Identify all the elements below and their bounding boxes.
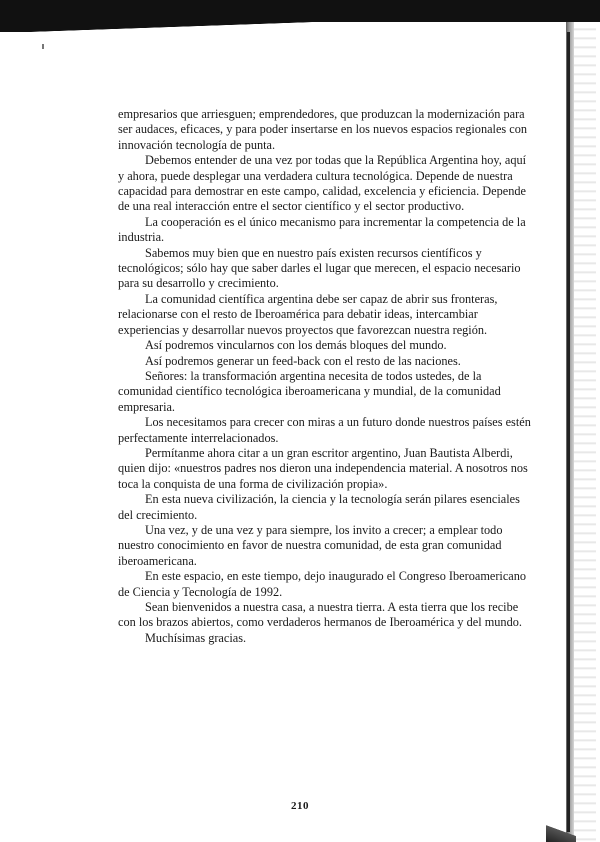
paragraph-8: Señores: la transformación argentina necesita de todos ustedes, de la comunidad científico tecnológica iberoamericana y mundial, de la comunidad empresaria.: [118, 368, 501, 414]
paragraph-2: Debemos entender de una vez por todas que la República Argentina hoy, aquí y ahora, puede desplegar una verdadera cultura tecnológica. Depende de nuestra capacidad para demostrar en este campo, calidad, excelencia y eficiencia. Depende de una real interacción entre el sector científico y el sector productivo.: [118, 153, 527, 214]
paragraph-3: La cooperación es el único mecanismo para incrementar la competencia de la industria.: [118, 214, 526, 245]
scan-right-edge-speckle: [574, 22, 596, 842]
paragraph-4: Sabemos muy bien que en nuestro país existen recursos científicos y tecnológicos; sólo hay que saber darles el lugar que merecen, el espacio necesario para su desarrollo y crecimiento.: [118, 245, 521, 291]
scan-bottom-corner: [546, 822, 576, 842]
scan-right-edge: [566, 22, 600, 842]
paragraph-9: Los necesitamos para crecer con miras a un futuro donde nuestros países estén perfectamente interrelacionados.: [118, 415, 531, 445]
body-text: [118, 107, 532, 646]
paragraph-5: La comunidad científica argentina debe ser capaz de abrir sus fronteras, relacionarse con el resto de Iberoamérica para debatir ideas, intercambiar experiencias y desarrollar nuevos proyectos que favorezcan nuestra región.: [118, 291, 498, 337]
paragraph-14: Sean bienvenidos a nuestra casa, a nuestra tierra. A esta tierra que los recibe con los brazos abiertos, como verdaderos hermanos de Iberoamérica y del mundo.: [118, 600, 522, 630]
paragraph-11: En esta nueva civilización, la ciencia y la tecnología serán pilares esenciales del crecimiento.: [118, 492, 520, 522]
scan-top-border: [0, 0, 600, 22]
scan-right-edge-line: [567, 32, 570, 832]
paragraph-7: Así podremos generar un feed-back con el resto de las naciones.: [145, 353, 461, 368]
paragraph-13: En este espacio, en este tiempo, dejo inaugurado el Congreso Iberoamericano de Ciencia y Tecnología de 1992.: [118, 569, 527, 599]
paragraph-6: Así podremos vincularnos con los demás bloques del mundo.: [145, 338, 447, 353]
paragraph-12: Una vez, y de una vez y para siempre, los invito a crecer; a emplear todo nuestro conocimiento en favor de nuestra comunidad, de esta gran comunidad iberoamericana.: [118, 522, 503, 568]
page-number: 210: [291, 800, 309, 812]
scan-speck: [42, 44, 44, 49]
scan-top-border-taper: [0, 22, 600, 32]
paragraph-15: Muchísimas gracias.: [145, 630, 247, 645]
paragraph-10: Permítanme ahora citar a un gran escritor argentino, Juan Bautista Alberdi, quien dijo: «nuestros padres nos dieron una independencia material. A nosotros nos toca la conquista de una forma de civilización propia».: [118, 445, 528, 491]
paragraph-1: empresarios que arriesguen; emprendedores, que produzcan la modernización para ser audaces, eficaces, y para poder insertarse en los nuevos espacios regionales con innovación tecnología de punta.: [118, 107, 528, 152]
